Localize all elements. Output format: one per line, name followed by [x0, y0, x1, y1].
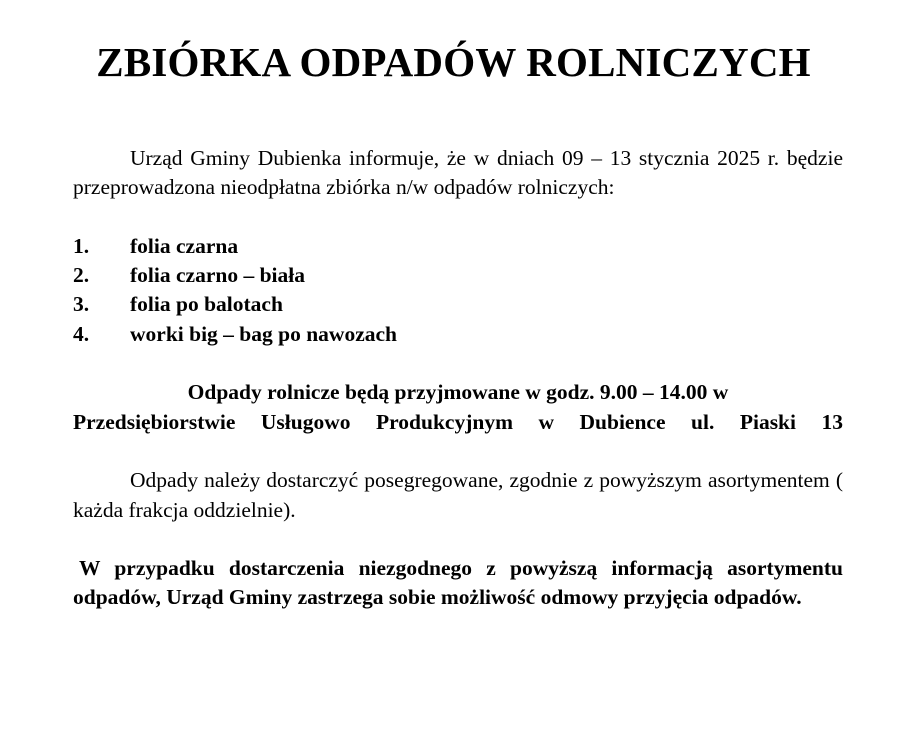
spacer: [73, 437, 843, 466]
location-line: Przedsiębiorstwie Usługowo Produkcyjnym w Dubience ul. Piaski 13: [73, 409, 843, 434]
list-item: [73, 320, 843, 349]
list-item-label: folia czarno – biała: [130, 263, 305, 288]
spacer: [73, 203, 843, 232]
spacer: [73, 349, 843, 378]
delivery-paragraph: Odpady należy dostarczyć posegregowane, zgodnie z powyższym asortymentem ( każda frakcja oddzielnie).: [73, 468, 843, 522]
hours-location-paragraph: [73, 378, 843, 437]
intro-paragraph: Urząd Gminy Dubienka informuje, że w dniach 09 – 13 stycznia 2025 r. będzie przeprowadzona nieodpłatna zbiórka n/w odpadów rolniczych:: [73, 146, 843, 200]
hours-line: Odpady rolnicze będą przyjmowane w godz. 9.00 – 14.00 w: [187, 380, 729, 405]
page-title: ZBIÓRKA ODPADÓW ROLNICZYCH: [96, 39, 811, 85]
waste-list: [73, 232, 843, 349]
list-item-label: folia po balotach: [130, 292, 283, 317]
list-item-number: 1.: [73, 233, 90, 258]
list-item-number: 2.: [73, 263, 90, 288]
list-item: [73, 232, 843, 261]
list-item-number: 4.: [73, 321, 90, 346]
spacer: [73, 525, 843, 554]
list-item: [73, 290, 843, 319]
notice-body: [73, 144, 843, 613]
list-item-number: 3.: [73, 292, 90, 317]
warning-paragraph: W przypadku dostarczenia niezgodnego z powyższą informacją asortymentu odpadów, Urząd Gminy zastrzega sobie możliwość odmowy przyjęcia odpadów.: [73, 556, 843, 610]
list-item: [73, 261, 843, 290]
list-item-label: worki big – bag po nawozach: [130, 321, 397, 346]
list-item-label: folia czarna: [130, 233, 239, 258]
